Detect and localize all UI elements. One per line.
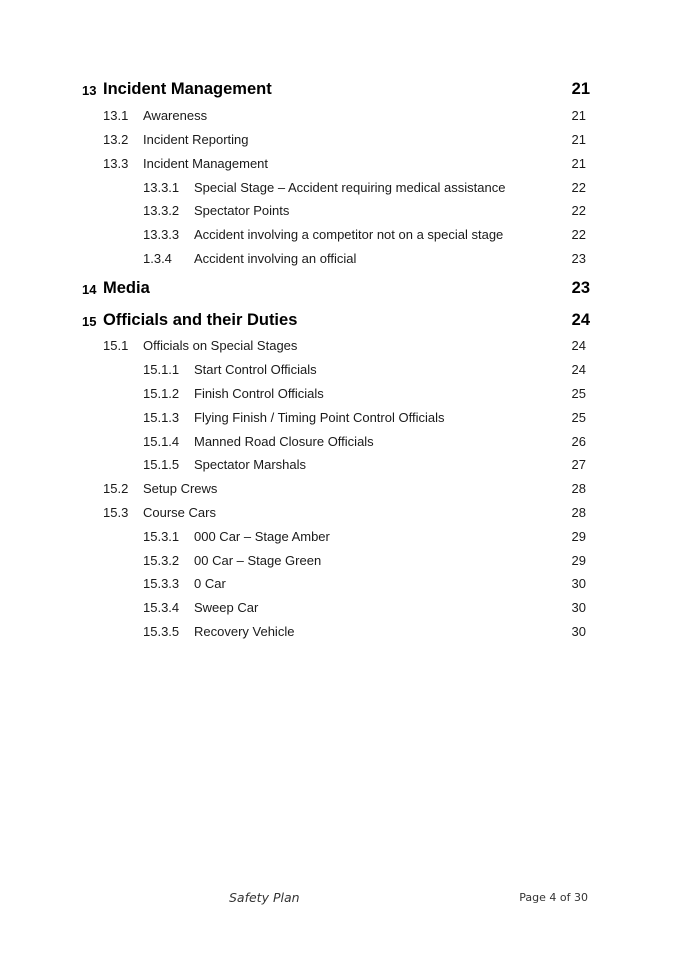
toc-entry-page: 23 <box>571 279 590 297</box>
toc-entry[interactable] <box>0 408 675 428</box>
toc-entry[interactable] <box>0 249 675 269</box>
toc-entry-number: 15.3.1 <box>143 529 180 544</box>
toc-entry-page: 24 <box>571 362 586 377</box>
footer-document-title: Safety Plan <box>229 890 300 905</box>
toc-entry-title: 00 Car – Stage Green <box>194 553 322 568</box>
toc-entry-page: 22 <box>571 180 586 195</box>
toc-entry[interactable] <box>0 574 675 594</box>
toc-entry-title: Incident Management <box>103 80 272 98</box>
toc-entry-title: Special Stage – Accident requiring medical assistance <box>194 180 506 195</box>
toc-entry-title: Start Control Officials <box>194 362 317 377</box>
toc-entry-page: 24 <box>571 338 586 353</box>
toc-entry-page: 28 <box>571 481 586 496</box>
toc-entry-title: Accident involving a competitor not on a special stage <box>194 227 504 242</box>
toc-entry-title: Recovery Vehicle <box>194 624 295 639</box>
toc-entry-page: 29 <box>571 553 586 568</box>
toc-entry-number: 15.3.5 <box>143 624 180 639</box>
toc-entry[interactable] <box>0 360 675 380</box>
toc-entry[interactable] <box>0 598 675 618</box>
toc-entry-number: 13.3.1 <box>143 180 180 195</box>
toc-entry-title: Sweep Car <box>194 600 259 615</box>
toc-entry-title: 0 Car <box>194 576 226 591</box>
toc-entry-page: 21 <box>571 108 586 123</box>
toc-entry[interactable] <box>0 178 675 198</box>
toc-entry-number: 15.3 <box>103 505 129 520</box>
toc-entry-page: 30 <box>571 600 586 615</box>
toc-entry-number: 13.3.3 <box>143 227 180 242</box>
toc-entry[interactable] <box>0 479 675 499</box>
toc-entry[interactable] <box>0 455 675 475</box>
toc-entry-title: Accident involving an official <box>194 251 357 266</box>
toc-entry-page: 22 <box>571 203 586 218</box>
toc-entry-number: 15.1.3 <box>143 410 180 425</box>
toc-entry-title: 000 Car – Stage Amber <box>194 529 330 544</box>
toc-entry-number: 13 <box>82 83 97 98</box>
toc-entry-page: 27 <box>571 457 586 472</box>
toc-entry[interactable] <box>0 80 675 100</box>
toc-entry-number: 15.1.5 <box>143 457 180 472</box>
toc-entry[interactable] <box>0 432 675 452</box>
toc-entry-number: 15.2 <box>103 481 129 496</box>
toc-entry-number: 15.1.1 <box>143 362 180 377</box>
toc-entry[interactable] <box>0 503 675 523</box>
toc-entry[interactable] <box>0 225 675 245</box>
toc-entry-title: Setup Crews <box>143 481 218 496</box>
toc-entry-page: 30 <box>571 576 586 591</box>
toc-entry[interactable] <box>0 106 675 126</box>
toc-entry-number: 15.3.4 <box>143 600 180 615</box>
toc-entry-page: 24 <box>571 311 590 329</box>
toc-entry-title: Media <box>103 279 150 297</box>
toc-entry-page: 30 <box>571 624 586 639</box>
toc-entry[interactable] <box>0 154 675 174</box>
toc-entry[interactable] <box>0 336 675 356</box>
toc-entry-title: Spectator Points <box>194 203 290 218</box>
toc-entry[interactable] <box>0 384 675 404</box>
toc-entry-title: Officials and their Duties <box>103 311 298 329</box>
toc-entry-number: 14 <box>82 282 97 297</box>
toc-entry-title: Incident Management <box>143 156 269 171</box>
toc-entry-page: 28 <box>571 505 586 520</box>
toc-entry-page: 25 <box>571 410 586 425</box>
toc-entry-number: 15.1.4 <box>143 434 180 449</box>
toc-entry-title: Spectator Marshals <box>194 457 306 472</box>
toc-entry-title: Flying Finish / Timing Point Control Officials <box>194 410 445 425</box>
toc-entry[interactable] <box>0 311 675 331</box>
toc-entry-title: Manned Road Closure Officials <box>194 434 374 449</box>
toc-entry-page: 25 <box>571 386 586 401</box>
toc-entry-number: 13.3.2 <box>143 203 180 218</box>
toc-entry-title: Officials on Special Stages <box>143 338 298 353</box>
toc-entry-title: Finish Control Officials <box>194 386 324 401</box>
toc-entry-title: Awareness <box>143 108 208 123</box>
toc-entry-number: 15 <box>82 314 97 329</box>
toc-entry[interactable] <box>0 527 675 547</box>
toc-entry-number: 15.3.2 <box>143 553 180 568</box>
toc-entry[interactable] <box>0 130 675 150</box>
toc-entry-number: 15.3.3 <box>143 576 180 591</box>
toc-entry-title: Incident Reporting <box>143 132 249 147</box>
toc-entry[interactable] <box>0 201 675 221</box>
toc-entry-page: 21 <box>571 80 590 98</box>
toc-entry-number: 13.3 <box>103 156 129 171</box>
toc-entry-number: 13.2 <box>103 132 129 147</box>
toc-entry[interactable] <box>0 622 675 642</box>
toc-entry-page: 21 <box>571 156 586 171</box>
toc-entry-page: 26 <box>571 434 586 449</box>
toc-entry-number: 1.3.4 <box>143 251 172 266</box>
toc-entry-page: 22 <box>571 227 586 242</box>
toc-entry-number: 13.1 <box>103 108 129 123</box>
toc-entry[interactable] <box>0 551 675 571</box>
footer-page-number: Page 4 of 30 <box>519 891 588 904</box>
toc-entry-number: 15.1.2 <box>143 386 180 401</box>
toc-entry-page: 29 <box>571 529 586 544</box>
toc-entry-page: 21 <box>571 132 586 147</box>
toc-entry[interactable] <box>0 279 675 299</box>
toc-entry-number: 15.1 <box>103 338 129 353</box>
toc-entry-page: 23 <box>571 251 586 266</box>
toc-entry-title: Course Cars <box>143 505 216 520</box>
